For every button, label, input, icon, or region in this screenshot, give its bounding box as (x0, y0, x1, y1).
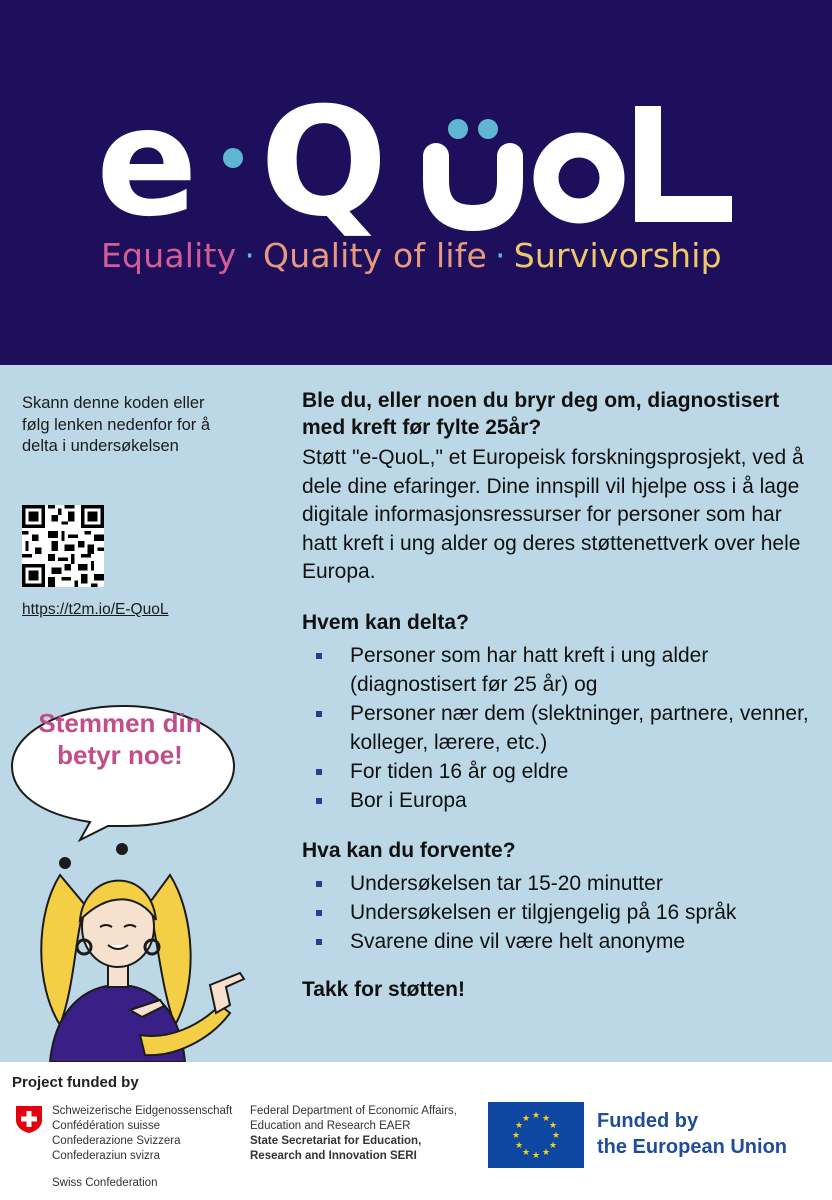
eu-flag-icon (488, 1102, 584, 1168)
list-item (302, 699, 822, 757)
list-item (302, 927, 822, 956)
expect-heading: Hva kan du forvente? (302, 838, 516, 862)
swiss-line: Confederaziun svizra (52, 1150, 161, 1162)
funded-by-label: Project funded by (12, 1074, 139, 1091)
tagline-quality-of-life: Quality of life (263, 236, 488, 275)
bullet-icon (316, 910, 322, 916)
tagline-separator: · (244, 236, 256, 275)
federal-department-text (250, 1104, 457, 1164)
scan-instructions: Skann denne koden eller følg lenken nedenfor for å delta i undersøkelsen (22, 394, 211, 455)
survey-link[interactable]: https://t2m.io/E-QuoL (22, 601, 169, 618)
qr-code-icon[interactable] (22, 505, 104, 587)
svg-text:★: ★ (521, 1114, 531, 1124)
list-item-text: Bor i Europa (350, 788, 467, 812)
who-heading: Hvem kan delta? (302, 610, 469, 634)
tagline-survivorship: Survivorship (513, 236, 722, 275)
list-item-text: For tiden 16 år og eldre (350, 759, 569, 783)
list-item (302, 869, 822, 898)
e-quol-logo (96, 86, 740, 236)
svg-text:★: ★ (511, 1131, 521, 1141)
list-item (302, 786, 822, 815)
seri-line: State Secretariat for Education, (250, 1135, 422, 1147)
bullet-icon (316, 939, 322, 945)
svg-text:★: ★ (548, 1121, 558, 1131)
tagline (101, 236, 722, 275)
svg-text:★: ★ (531, 1151, 541, 1161)
svg-text:★: ★ (541, 1114, 551, 1124)
thanks-text: Takk for støtten! (302, 977, 465, 1001)
fed-line: Education and Research EAER (250, 1120, 411, 1132)
eu-text-line: Funded by (597, 1110, 699, 1132)
swiss-confederation-names (52, 1104, 232, 1164)
girl-illustration (30, 835, 260, 1062)
eu-funding-text (597, 1108, 787, 1160)
bullet-icon (316, 653, 322, 659)
svg-text:e: e (96, 86, 198, 236)
main-section (0, 365, 832, 1062)
swiss-confederation-label: Swiss Confederation (52, 1177, 158, 1189)
list-item-text: Personer som har hatt kreft i ung alder (diagnostisert før 25 år) og (350, 643, 709, 696)
list-item-text: Svarene dine vil være helt anonyme (350, 929, 686, 953)
list-item-text: Undersøkelsen er tilgjengelig på 16 språk (350, 900, 737, 924)
bullet-icon (316, 881, 322, 887)
swiss-line: Confederazione Svizzera (52, 1135, 181, 1147)
svg-text:★: ★ (551, 1131, 561, 1141)
list-item (302, 898, 822, 927)
main-heading: Ble du, eller noen du bryr deg om, diagnostisert med kreft før fylte 25år? (302, 389, 780, 439)
list-item (302, 757, 822, 786)
svg-text:★: ★ (514, 1141, 524, 1151)
eu-text-line: the European Union (597, 1136, 787, 1158)
bullet-icon (316, 798, 322, 804)
who-list (302, 641, 822, 815)
svg-text:★: ★ (514, 1121, 524, 1131)
bubble-text: Stemmen din betyr noe! (38, 708, 202, 770)
swiss-line: Schweizerische Eidgenossenschaft (52, 1105, 233, 1117)
list-item-text: Undersøkelsen tar 15-20 minutter (350, 871, 663, 895)
bullet-icon (316, 769, 322, 775)
svg-text:★: ★ (531, 1111, 541, 1121)
svg-text:★: ★ (521, 1148, 531, 1158)
swiss-line: Confédération suisse (52, 1120, 161, 1132)
seri-line: Research and Innovation SERI (250, 1150, 417, 1162)
header-banner (0, 0, 832, 365)
tagline-equality: Equality (101, 236, 237, 275)
list-item-text: Personer nær dem (slektninger, partnere, venner, kolleger, lærere, etc.) (350, 701, 809, 754)
tagline-separator: · (495, 236, 506, 275)
bullet-icon (316, 711, 322, 717)
fed-line: Federal Department of Economic Affairs, (250, 1105, 457, 1117)
footer (0, 1062, 832, 1200)
expect-list (302, 869, 822, 956)
svg-text:★: ★ (541, 1148, 551, 1158)
svg-text:Q: Q (260, 86, 388, 236)
svg-text:★: ★ (548, 1141, 558, 1151)
list-item (302, 641, 822, 699)
info-column (302, 387, 822, 1002)
intro-paragraph: Støtt "e-QuoL," et Europeisk forskningsprosjekt, ved å dele dine efaringer. Dine innspill vil hjelpe oss i å lage digitale informasjonsressurser for personer som har hatt kreft i ung alder og deres støttenettverk over hele Europa. (302, 446, 804, 583)
swiss-shield-icon (14, 1104, 44, 1134)
